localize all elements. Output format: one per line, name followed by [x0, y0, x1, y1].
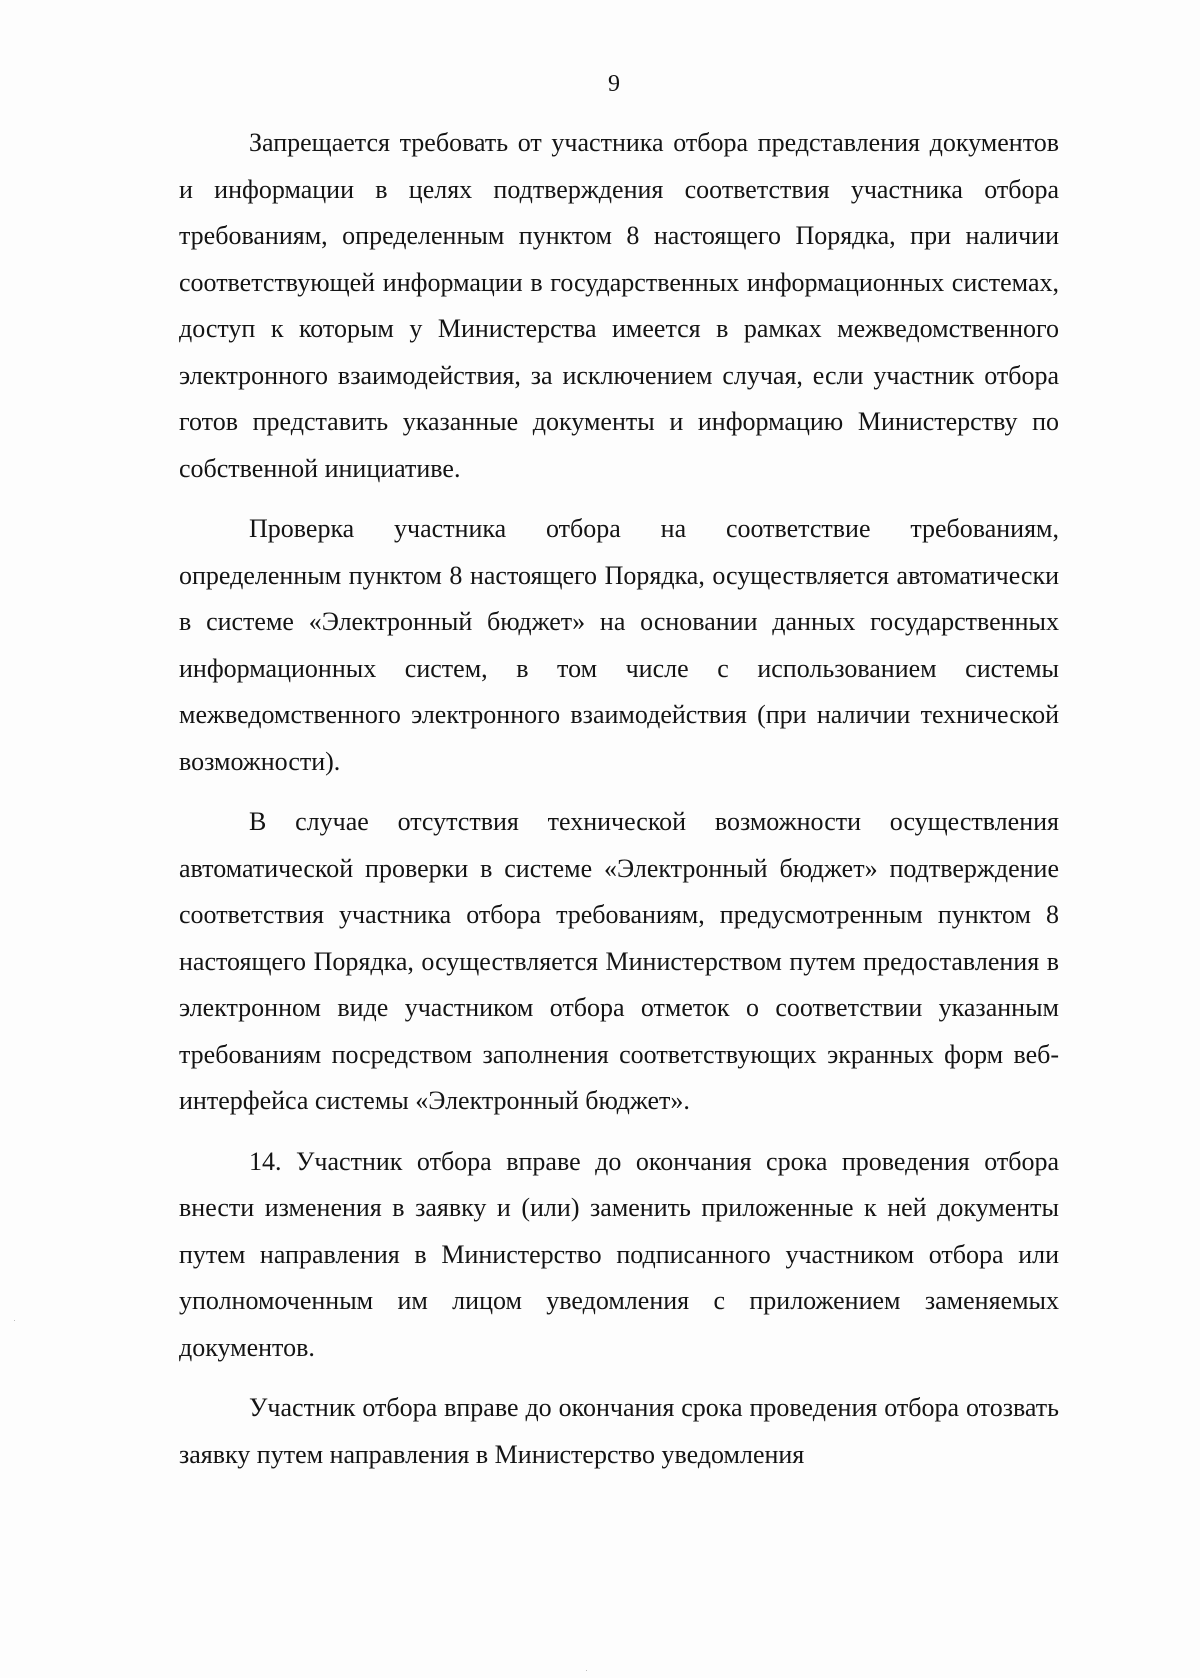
paragraph-automatic-check: Проверка участника отбора на соответствие требованиям, определенным пунктом 8 настоящего Порядка, осуществляется автоматически в системе «Электронный бюджет» на основании данных государственных информационных систем, в том числе с использованием системы межведомственного электронного взаимодействия (при наличии технической возможности). [179, 514, 1059, 776]
paragraph-prohibition: Запрещается требовать от участника отбора представления документов и информации в целях подтверждения соответствия участника отбора требованиям, определенным пунктом 8 настоящего Порядка, при наличии соответствующей информации в государственных информационных системах, доступ к которым у Министерства имеется в рамках межведомственного электронного взаимодействия, за исключением случая, если участник отбора готов представить указанные документы и информацию Министерству по собственной инициативе. [179, 128, 1059, 483]
page-number: 9 [608, 71, 620, 97]
paragraph-withdrawal: Участник отбора вправе до окончания срока проведения отбора отозвать заявку путем направления в Министерство уведомления [179, 1393, 1059, 1469]
paragraph-item-14: 14. Участник отбора вправе до окончания срока проведения отбора внести изменения в заявку и (или) заменить приложенные к ней документы путем направления в Министерство подписанного участником отбора или уполномоченным им лицом уведомления с приложением заменяемых документов. [179, 1146, 1059, 1362]
scan-speck [586, 1670, 587, 1671]
scan-speck [14, 1320, 15, 1321]
paragraph-manual-confirmation: В случае отсутствия технической возможности осуществления автоматической проверки в системе «Электронный бюджет» подтверждение соответствия участника отбора требованиям, предусмотренным пунктом 8 настоящего Порядка, осуществляется Министерством путем предоставления в электронном виде участником отбора отметок о соответствии указанным требованиям посредством заполнения соответствующих экранных форм веб-интерфейса системы «Электронный бюджет». [179, 807, 1059, 1115]
document-body [179, 120, 1059, 1478]
